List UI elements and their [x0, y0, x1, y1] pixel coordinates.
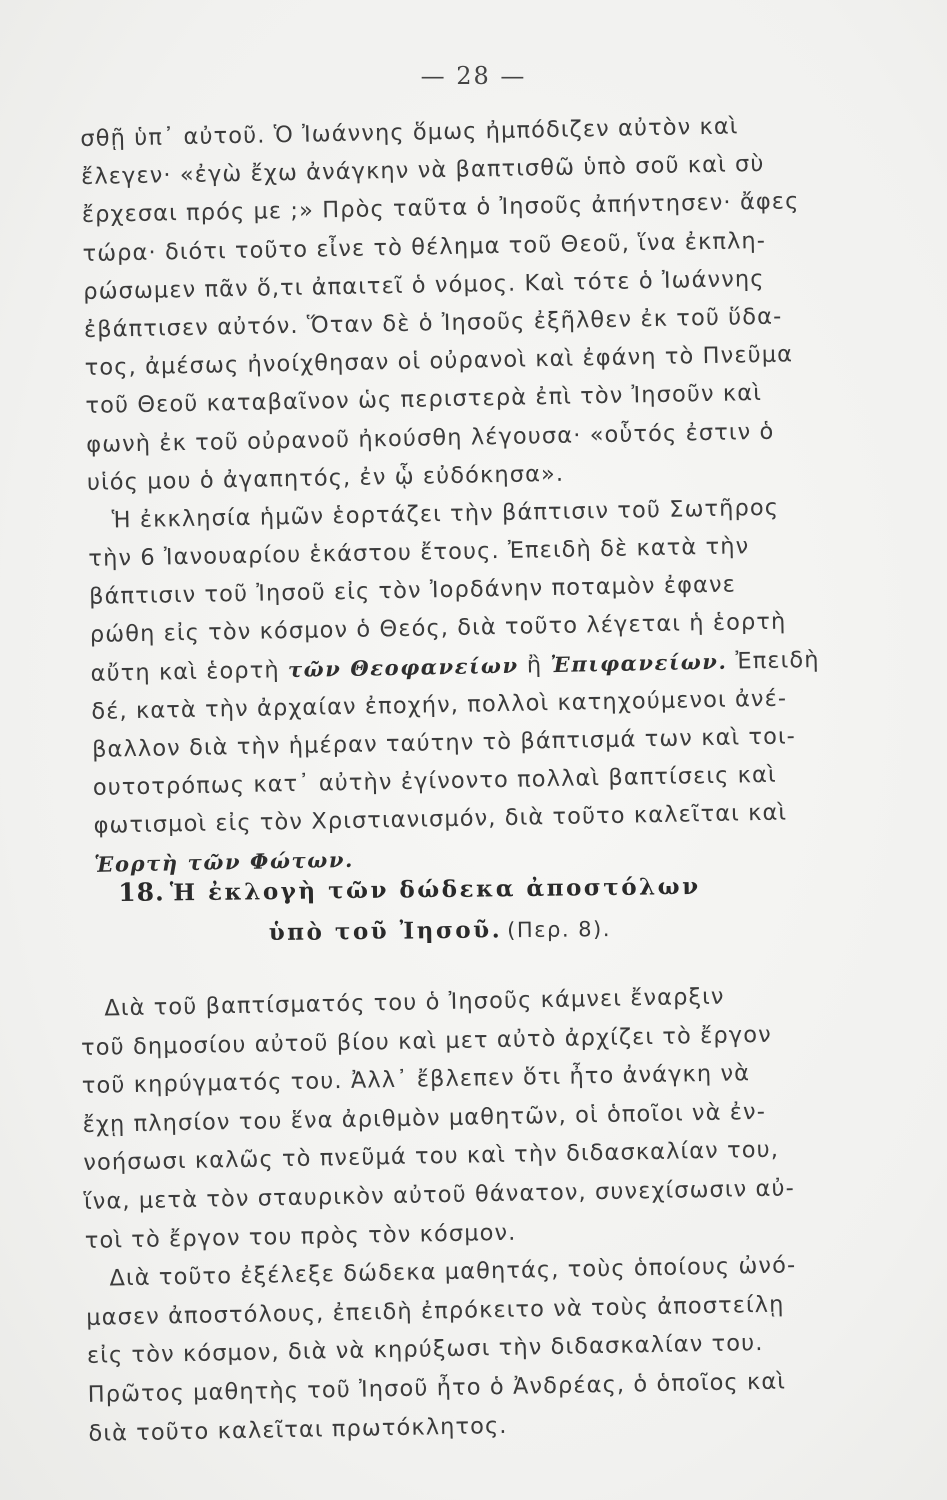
text-line: σθῇ ὑπ᾽ αὐτοῦ. Ὁ Ἰωάννης ὅμως ἠμπόδιζεν αὐτὸν καὶ: [80, 113, 739, 152]
text-run: Ἐπειδὴ: [727, 646, 820, 675]
paragraph-apostles: [85, 1245, 879, 1453]
text-run: αὔτη καὶ ἑορτὴ: [90, 656, 289, 687]
emphasis-theophany: τῶν Θεοφανείων: [287, 652, 519, 682]
emphasis-feast-of-lights: Ἑορτὴ τῶν Φώτων.: [94, 846, 355, 877]
text-line: ἵνα, μετὰ τὸν σταυρικὸν αὐτοῦ θάνατον, συνεχίσωσιν αὐ-: [83, 1175, 796, 1215]
section-title: Ἡ ἐκλογὴ τῶν δώδεκα ἀποστόλων: [169, 872, 701, 907]
text-block-lower: [80, 975, 879, 1453]
paragraph-public-ministry: [80, 975, 875, 1260]
text-line: τώρα· διότι τοῦτο εἶνε τὸ θέλημα τοῦ Θεοῦ, ἵνα ἐκπλη-: [82, 227, 767, 267]
text-line: δέ, κατὰ τὴν ἀρχαίαν ἐποχήν, πολλοὶ κατηχούμενοι ἀνέ-: [91, 685, 788, 725]
text-line: τοῦ κηρύγματός του. Ἀλλ᾽ ἔβλεπεν ὅτι ἦτο ἀνάγκη νὰ: [81, 1060, 751, 1100]
text-run: ἢ: [518, 651, 551, 679]
section-title-continued: ὑπὸ τοῦ Ἰησοῦ.: [268, 916, 503, 947]
text-line: ἔλεγεν· «ἐγὼ ἔχω ἀνάγκην νὰ βαπτισθῶ ὑπὸ σοῦ καὶ σὺ: [80, 151, 765, 191]
text-line: τοὶ τὸ ἔργον του πρὸς τὸν κόσμον.: [84, 1219, 517, 1254]
text-line: υἱός μου ὁ ἀγαπητός, ἐν ᾧ εὐδόκησα».: [86, 460, 565, 496]
text-line: βάπτισιν τοῦ Ἰησοῦ εἰς τὸν Ἰορδάνην ποταμὸν ἐφανε: [88, 571, 737, 611]
section-reference: (Περ. 8).: [507, 916, 612, 943]
text-line: νοήσωσι καλῶς τὸ πνεῦμά του καὶ τὴν διδασκαλίαν του,: [83, 1136, 780, 1177]
text-line: ἔχῃ πλησίον του ἕνα ἀριθμὸν μαθητῶν, οἱ ὁποῖοι νὰ ἐν-: [82, 1098, 767, 1138]
text-line: μασεν ἀποστόλους, ἐπειδὴ ἐπρόκειτο νὰ τοὺς ἀποστείλῃ: [86, 1291, 785, 1331]
section-number: 18.: [118, 877, 165, 907]
text-line: ρώσωμεν πᾶν ὅ,τι ἀπαιτεῖ ὁ νόμος. Καὶ τότε ὁ Ἰωάννης: [83, 265, 765, 305]
text-line: φωνὴ ἐκ τοῦ οὐρανοῦ ἠκούσθη λέγουσα· «οὗτός ἐστιν ὁ: [85, 418, 775, 458]
text-line: ἔρχεσαι πρός με ;» Πρὸς ταῦτα ὁ Ἰησοῦς ἀπήντησεν· ἄφες: [81, 188, 800, 229]
page-number: — 28 —: [420, 62, 527, 90]
text-line: εἰς τὸν κόσμον, διὰ νὰ κηρύξωσι τὴν διδασκαλίαν του.: [86, 1330, 764, 1370]
text-line: Πρῶτος μαθητὴς τοῦ Ἰησοῦ ἦτο ὁ Ἀνδρέας, ὁ ὁποῖος καὶ: [87, 1368, 787, 1408]
text-line: διὰ τοῦτο καλεῖται πρωτόκλητος.: [88, 1412, 508, 1447]
text-line: φωτισμοὶ εἰς τὸν Χριστιανισμόν, διὰ τοῦτο καλεῖται καὶ: [93, 799, 788, 840]
section-heading: [118, 863, 839, 956]
text-line: ουτοτρόπως κατ᾽ αὐτὴν ἐγίνοντο πολλαὶ βαπτίσεις καὶ: [92, 761, 777, 802]
text-line: τος, ἀμέσως ἠνοίχθησαν οἱ οὐρανοὶ καὶ ἐφάνη τὸ Πνεῦμα: [84, 341, 794, 382]
heading-line: [119, 905, 839, 956]
text-line: τοῦ Θεοῦ καταβαῖνον ὡς περιστερὰ ἐπὶ τὸν Ἰησοῦν καὶ: [85, 380, 763, 420]
text-line: ἐβάπτισεν αὐτόν. Ὅταν δὲ ὁ Ἰησοῦς ἐξῆλθεν ἐκ τοῦ ὕδα-: [83, 303, 783, 343]
text-line: βαλλον διὰ τὴν ἡμέραν ταύτην τὸ βάπτισμά των καὶ τοι-: [91, 723, 797, 763]
text-line: τοῦ δημοσίου αὐτοῦ βίου καὶ μετ αὐτὸ ἀρχίζει τὸ ἔργον: [80, 1021, 772, 1061]
text-line: τὴν 6 Ἰανουαρίου ἑκάστου ἔτους. Ἐπειδὴ δὲ κατὰ τὴν: [88, 533, 750, 572]
text-line: Ἡ ἐκκλησία ἡμῶν ἑορτάζει τὴν βάπτισιν τοῦ Σωτῆρος: [111, 494, 780, 534]
paragraph-epiphany-feast: [87, 487, 884, 884]
text-line: Διὰ τοῦτο ἐξέλεξε δώδεκα μαθητάς, τοὺς ὁποίους ὠνό-: [109, 1252, 797, 1292]
text-block-upper: [80, 105, 885, 884]
paragraph-baptism-narrative: [80, 105, 877, 502]
text-line: ρώθη εἰς τὸν κόσμον ὁ Θεός, διὰ τοῦτο λέγεται ἡ ἑορτὴ: [89, 608, 787, 649]
emphasis-epiphany: Ἐπιφανείων.: [550, 648, 728, 677]
text-line: Διὰ τοῦ βαπτίσματός του ὁ Ἰησοῦς κάμνει ἔναρξιν: [104, 983, 725, 1022]
